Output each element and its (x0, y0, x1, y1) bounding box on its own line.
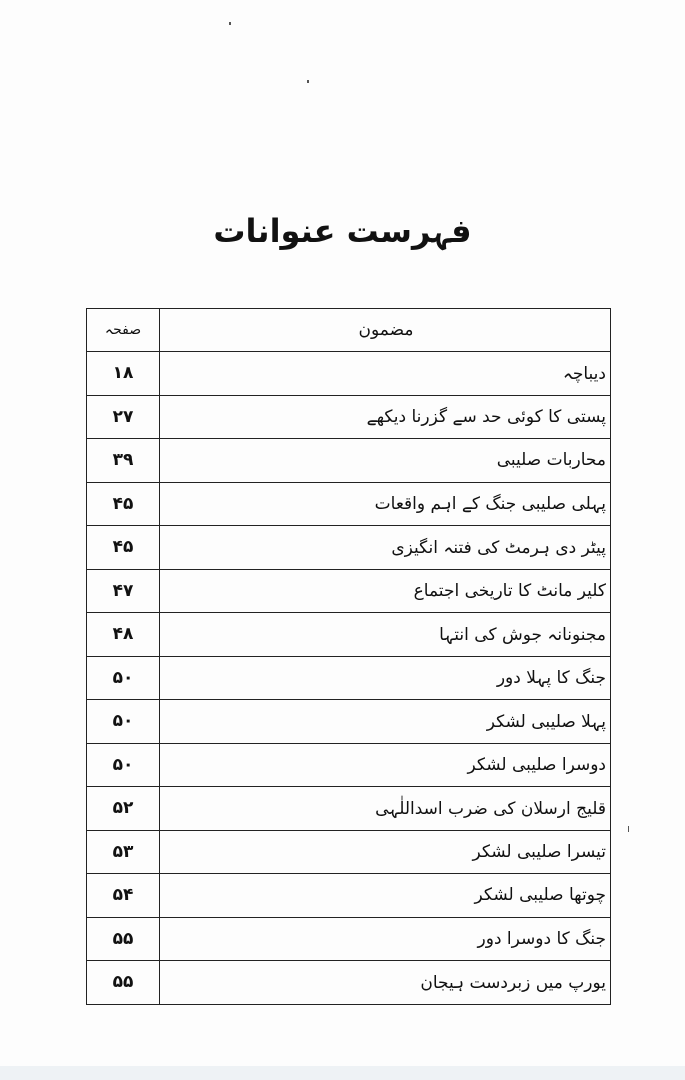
table-row (87, 613, 611, 657)
topic-cell: پیٹر دی ہرمٹ کی فتنہ انگیزی (160, 526, 611, 570)
page-header: صفحہ (87, 309, 160, 352)
page-number-cell: ۳۹ (87, 439, 160, 483)
scan-speck (229, 22, 231, 25)
scan-speck (628, 826, 629, 832)
page-number-cell: ۵۰ (87, 700, 160, 744)
page-number-cell: ۴۷ (87, 569, 160, 613)
page-number-cell: ۵۴ (87, 874, 160, 918)
table-row (87, 439, 611, 483)
table-row (87, 526, 611, 570)
table-row (87, 787, 611, 831)
table-row (87, 352, 611, 396)
page-number-cell: ۴۸ (87, 613, 160, 657)
topic-cell: تیسرا صلیبی لشکر (160, 830, 611, 874)
table-header-row (87, 309, 611, 352)
topic-cell: قلیج ارسلان کی ضرب اسداللٰہی (160, 787, 611, 831)
topic-cell: پستی کا کوئی حد سے گزرنا دیکھے (160, 395, 611, 439)
topic-cell: پہلی صلیبی جنگ کے اہم واقعات (160, 482, 611, 526)
scan-edge (0, 1066, 685, 1080)
page-number-cell: ۵۵ (87, 917, 160, 961)
topic-cell: دوسرا صلیبی لشکر (160, 743, 611, 787)
page-number-cell: ۴۵ (87, 526, 160, 570)
topic-header: مضمون (160, 309, 611, 352)
table-row (87, 700, 611, 744)
page-number-cell: ۵۵ (87, 961, 160, 1005)
table-row (87, 917, 611, 961)
table-row (87, 395, 611, 439)
page-number-cell: ۵۰ (87, 743, 160, 787)
table-row (87, 743, 611, 787)
topic-cell: چوتھا صلیبی لشکر (160, 874, 611, 918)
contents-table (86, 308, 611, 1005)
topic-cell: محاربات صلیبی (160, 439, 611, 483)
topic-cell: دیباچہ (160, 352, 611, 396)
topic-cell: جنگ کا دوسرا دور (160, 917, 611, 961)
table-row (87, 874, 611, 918)
scan-speck (307, 80, 309, 83)
page-number-cell: ۱۸ (87, 352, 160, 396)
table-row (87, 830, 611, 874)
page-number-cell: ۲۷ (87, 395, 160, 439)
table-row (87, 569, 611, 613)
topic-cell: پہلا صلیبی لشکر (160, 700, 611, 744)
page-number-cell: ۵۰ (87, 656, 160, 700)
page-number-cell: ۵۳ (87, 830, 160, 874)
topic-cell: کلیر مانٹ کا تاریخی اجتماع (160, 569, 611, 613)
topic-cell: جنگ کا پہلا دور (160, 656, 611, 700)
page-title: فہرست عنوانات (213, 212, 472, 250)
table-row (87, 961, 611, 1005)
table-row (87, 656, 611, 700)
topic-cell: یورپ میں زبردست ہیجان (160, 961, 611, 1005)
page-number-cell: ۵۲ (87, 787, 160, 831)
page-number-cell: ۴۵ (87, 482, 160, 526)
topic-cell: مجنونانہ جوش کی انتہا (160, 613, 611, 657)
table-row (87, 482, 611, 526)
